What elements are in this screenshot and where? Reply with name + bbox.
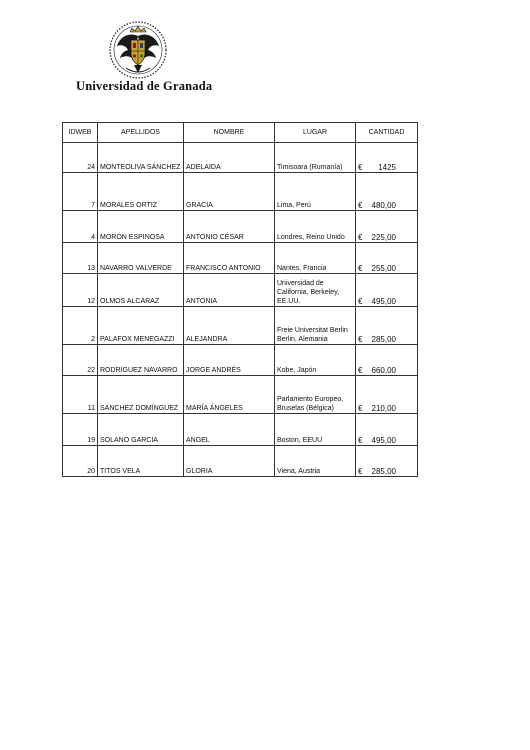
cell-lugar: Boston, EEUU [275, 414, 356, 446]
currency-symbol: € [358, 163, 363, 172]
currency-symbol: € [358, 201, 363, 210]
cell-apellidos: TITOS VELA [98, 446, 184, 477]
table-row [63, 376, 418, 414]
column-header-nombre: NOMBRE [184, 123, 275, 143]
cell-nombre: ADELAIDA [184, 143, 275, 173]
cell-idweb: 2 [63, 307, 98, 345]
table-row [63, 143, 418, 173]
cell-lugar: Universidad de California, Berkeley, EE.UU. [275, 274, 356, 307]
cell-cantidad [356, 143, 418, 173]
cell-lugar: Freie Universitat Berlin Berlin, Alemania [275, 307, 356, 345]
cell-cantidad [356, 211, 418, 243]
cell-apellidos: MORÓN ESPINOSA [98, 211, 184, 243]
cell-idweb: 24 [63, 143, 98, 173]
amount-value: 285,00 [371, 335, 396, 344]
cell-lugar: Lima, Perú [275, 173, 356, 211]
cell-lugar: Kobe, Japón [275, 345, 356, 376]
currency-symbol: € [358, 404, 363, 413]
university-crest-logo [108, 20, 168, 80]
currency-symbol: € [358, 467, 363, 476]
cell-nombre: ANGEL [184, 414, 275, 446]
amount-value: 255,00 [371, 264, 396, 273]
cell-nombre: ANTONIA [184, 274, 275, 307]
cell-idweb: 20 [63, 446, 98, 477]
cell-cantidad [356, 173, 418, 211]
cell-cantidad [356, 414, 418, 446]
column-header-cantidad: CANTIDAD [356, 123, 418, 143]
column-header-idweb: IDWEB [63, 123, 98, 143]
amount-value: 210,00 [371, 404, 396, 413]
column-header-apellidos: APELLIDOS [98, 123, 184, 143]
cell-nombre: FRANCISCO ANTONIO [184, 243, 275, 274]
table-header-row [63, 123, 418, 143]
cell-idweb: 19 [63, 414, 98, 446]
amount-value: 285,00 [371, 467, 396, 476]
cell-cantidad [356, 274, 418, 307]
table-row [63, 211, 418, 243]
cell-cantidad [356, 376, 418, 414]
cell-lugar: Nantes, Francia [275, 243, 356, 274]
cell-apellidos: MONTEOLIVA SÁNCHEZ [98, 143, 184, 173]
data-table [62, 122, 418, 477]
currency-symbol: € [358, 233, 363, 242]
cell-idweb: 11 [63, 376, 98, 414]
cell-apellidos: PALAFOX MENEGAZZI [98, 307, 184, 345]
currency-symbol: € [358, 264, 363, 273]
cell-apellidos: OLMOS ALCARAZ [98, 274, 184, 307]
cell-apellidos: RODRIGUEZ NAVARRO [98, 345, 184, 376]
amount-value: 1425 [378, 163, 396, 172]
cell-lugar: Londres, Reino Unido [275, 211, 356, 243]
cell-apellidos: MORALES ORTIZ [98, 173, 184, 211]
cell-apellidos: SOLANO GARCIA [98, 414, 184, 446]
table-row [63, 173, 418, 211]
cell-idweb: 22 [63, 345, 98, 376]
cell-apellidos: NAVARRO VALVERDE [98, 243, 184, 274]
table-row [63, 274, 418, 307]
amount-value: 480,00 [371, 201, 396, 210]
amount-value: 660,00 [371, 366, 396, 375]
cell-nombre: JORGE ANDRÉS [184, 345, 275, 376]
institution-name: Universidad de Granada [76, 79, 213, 93]
amount-value: 495,00 [371, 436, 396, 445]
cell-cantidad [356, 307, 418, 345]
cell-idweb: 7 [63, 173, 98, 211]
cell-apellidos: SÁNCHEZ DOMÍNGUEZ [98, 376, 184, 414]
table-row [63, 307, 418, 345]
column-header-lugar: LUGAR [275, 123, 356, 143]
table-row [63, 345, 418, 376]
table-row [63, 243, 418, 274]
cell-lugar: Viena, Austria [275, 446, 356, 477]
currency-symbol: € [358, 436, 363, 445]
cell-idweb: 12 [63, 274, 98, 307]
currency-symbol: € [358, 335, 363, 344]
cell-nombre: MARÍA ÁNGELES [184, 376, 275, 414]
cell-nombre: GLORIA [184, 446, 275, 477]
cell-cantidad [356, 345, 418, 376]
cell-idweb: 4 [63, 211, 98, 243]
cell-nombre: GRACIA [184, 173, 275, 211]
cell-idweb: 13 [63, 243, 98, 274]
cell-lugar: Timisoara (Rumanía) [275, 143, 356, 173]
amount-value: 225,00 [371, 233, 396, 242]
currency-symbol: € [358, 366, 363, 375]
cell-cantidad [356, 243, 418, 274]
currency-symbol: € [358, 297, 363, 306]
cell-nombre: ANTONIO CÉSAR [184, 211, 275, 243]
cell-nombre: ALEJANDRA [184, 307, 275, 345]
cell-lugar: Parlamento Europeo, Bruselas (Bélgica) [275, 376, 356, 414]
table-row [63, 414, 418, 446]
cell-cantidad [356, 446, 418, 477]
table-row [63, 446, 418, 477]
amount-value: 495,00 [371, 297, 396, 306]
